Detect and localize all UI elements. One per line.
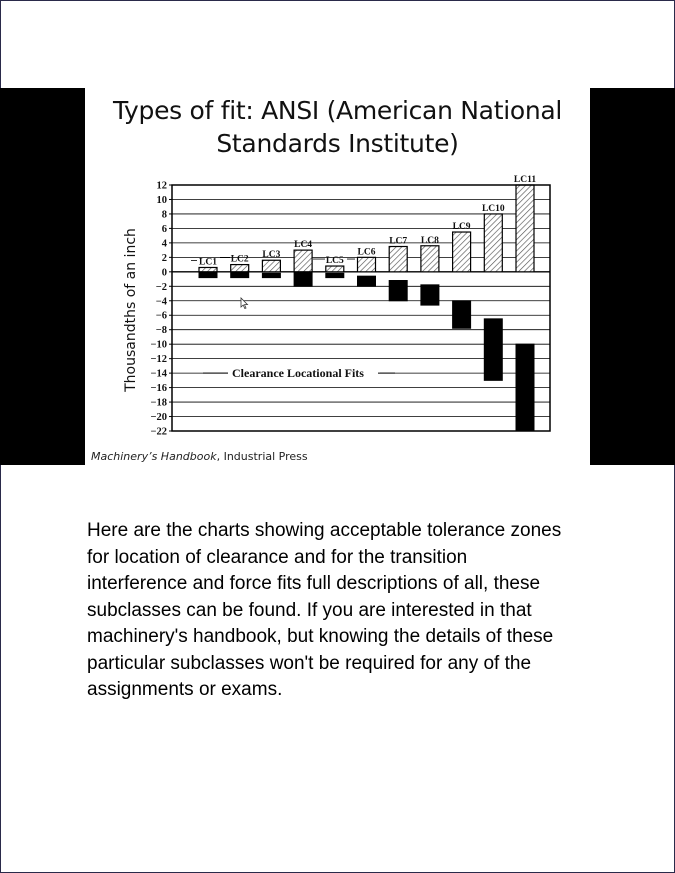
- hole-bar-lc3: [262, 260, 280, 272]
- shaft-bar-lc2: [231, 272, 249, 278]
- y-tick-label: −10: [150, 339, 167, 351]
- y-tick-label: 10: [156, 194, 167, 206]
- y-tick-label: −20: [150, 412, 167, 424]
- y-tick-label: −6: [155, 310, 167, 322]
- y-tick-label: −8: [155, 325, 167, 337]
- slide-title-line-1: Types of fit: ANSI (American National: [112, 96, 563, 125]
- y-tick-label: −12: [150, 354, 167, 366]
- hole-bar-lc2: [231, 265, 249, 272]
- y-tick-label: 8: [161, 209, 167, 221]
- narration-line: for location of clearance and for the transition: [87, 546, 468, 568]
- y-tick-labels: [151, 181, 168, 438]
- bar-label-lc3: LC3: [262, 250, 281, 261]
- shaft-bar-lc6: [358, 276, 376, 286]
- bar-label-lc7: LC7: [389, 236, 408, 247]
- narration-line: interference and force fits full descriptions of all, these: [87, 573, 541, 594]
- annotation-clearance-fits: Clearance Locational Fits: [232, 366, 364, 381]
- shaft-bar-lc8: [421, 285, 439, 305]
- y-tick-label: 2: [161, 252, 167, 264]
- y-tick-label: 0: [161, 267, 167, 279]
- shaft-bar-lc7: [389, 281, 407, 301]
- bar-label-lc2: LC2: [230, 254, 249, 265]
- shaft-bar-lc10: [484, 319, 502, 381]
- bar-label-lc6: LC6: [357, 247, 376, 258]
- shaft-bar-lc5: [326, 273, 344, 277]
- narration-line: machinery's handbook, but knowing the details of these: [87, 626, 554, 647]
- hole-bar-lc7: [389, 247, 407, 272]
- y-tick-label: −14: [150, 368, 167, 380]
- hole-bar-lc10: [484, 214, 502, 272]
- narration-line: particular subclasses won't be required for any of the: [87, 652, 532, 674]
- shaft-bar-lc1: [199, 272, 217, 278]
- shaft-bar-lc11: [516, 344, 534, 431]
- narration-line: assignments or exams.: [87, 679, 283, 700]
- y-tick-label: 6: [161, 223, 167, 235]
- hole-bar-lc11: [516, 185, 534, 272]
- hole-bar-lc4: [294, 250, 312, 272]
- hole-bar-lc9: [453, 232, 471, 272]
- mouse-cursor-icon: [241, 298, 248, 309]
- bar-label-lc8: LC8: [420, 235, 439, 246]
- hole-bar-lc1: [199, 267, 217, 271]
- caption-publisher: , Industrial Press: [216, 450, 308, 463]
- narration-text: [87, 518, 592, 704]
- caption-source: Machinery’s Handbook: [91, 450, 217, 463]
- bar-label-lc10: LC10: [481, 203, 505, 214]
- bar-label-lc1: LC1: [199, 257, 217, 268]
- y-tick-label: −18: [150, 397, 167, 409]
- y-tick-label: −22: [150, 426, 167, 438]
- hole-bar-lc8: [421, 246, 439, 272]
- bars: [199, 185, 534, 431]
- y-tick-label: −2: [155, 281, 167, 293]
- hole-bar-lc6: [358, 257, 376, 271]
- narration-line: Here are the charts showing acceptable tolerance zones: [87, 520, 562, 541]
- y-tick-label: −16: [150, 383, 167, 395]
- hole-bar-lc5: [326, 266, 344, 272]
- bar-label-lc11: LC11: [513, 175, 537, 185]
- ansi-fit-chart: [85, 88, 590, 465]
- y-tick-label: 4: [161, 238, 167, 250]
- bar-label-lc5: LC5: [325, 256, 344, 267]
- y-tick-label: −4: [155, 296, 167, 308]
- y-tick-label: 12: [156, 180, 167, 192]
- shaft-bar-lc3: [262, 273, 280, 277]
- slide-caption: [91, 450, 308, 463]
- bar-label-lc9: LC9: [452, 222, 471, 233]
- y-axis-label: Thousandths of an inch: [123, 228, 139, 392]
- slide-title-line-2: Standards Institute): [216, 129, 459, 158]
- shaft-bar-lc4: [294, 272, 312, 286]
- slide-viewer[interactable]: [0, 88, 675, 465]
- bar-label-lc4: LC4: [294, 240, 313, 251]
- slide-content: [85, 88, 590, 465]
- narration-line: subclasses can be found. If you are interested in that: [87, 599, 532, 621]
- shaft-bar-lc9: [453, 301, 471, 328]
